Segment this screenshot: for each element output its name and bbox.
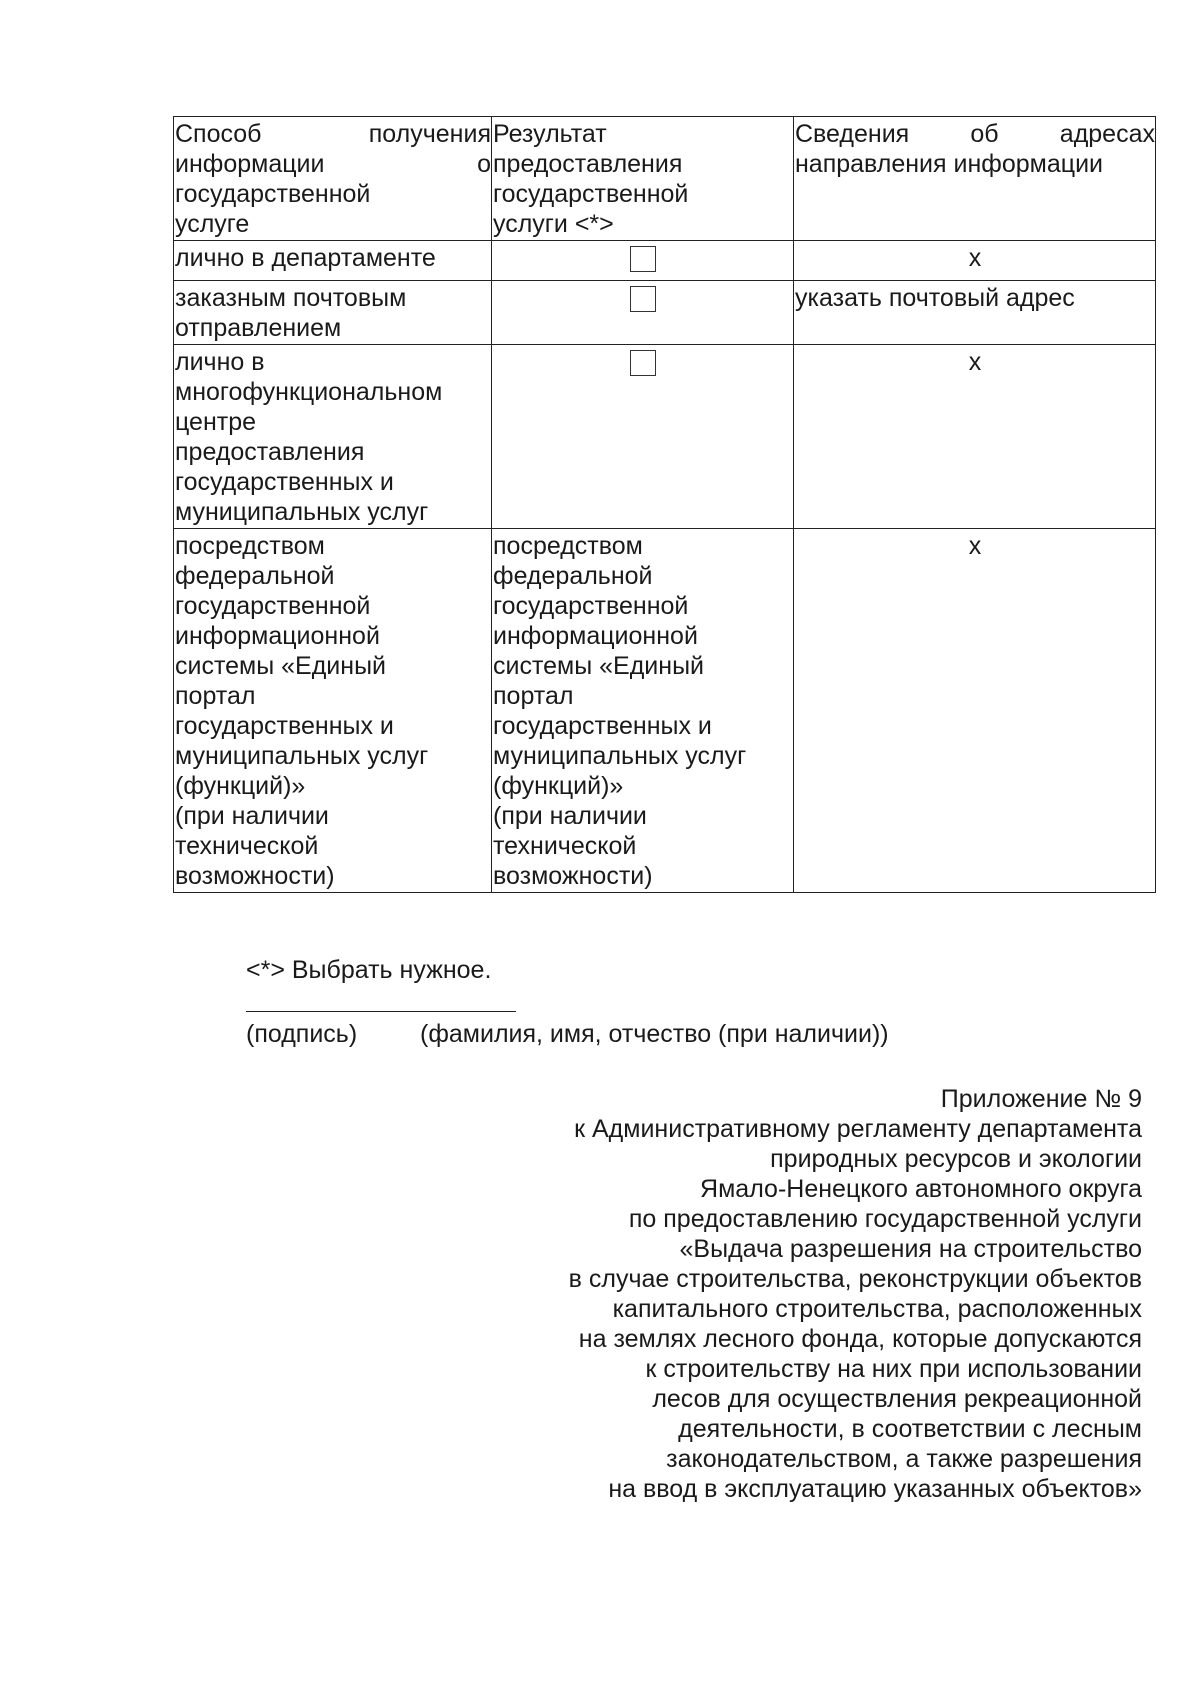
method-line: портал (175, 682, 256, 710)
appendix-line: Приложение № 9 (940, 1085, 1142, 1113)
header-line: предоставления (493, 150, 683, 178)
result-checkbox[interactable] (630, 350, 656, 376)
result-line: портал (493, 682, 574, 710)
appendix-line: деятельности, в соответствии с лесным (678, 1415, 1142, 1443)
method-line: лично в (175, 348, 265, 376)
table-row (174, 281, 1156, 345)
table-header-row (174, 117, 1156, 241)
method-line: заказным почтовым (175, 284, 407, 312)
table-row (174, 241, 1156, 281)
result-line: посредством (493, 532, 643, 560)
method-line: отправлением (175, 314, 342, 342)
header-result (492, 117, 794, 241)
method-line: государственных и (175, 712, 394, 740)
header-line: услуги <*> (493, 210, 614, 238)
method-line: системы «Единый (175, 652, 387, 680)
header-line: государственной (493, 180, 689, 208)
address-cell: x (794, 529, 1156, 893)
result-cell (492, 529, 794, 893)
appendix-line: по предоставлению государственной услуги (628, 1205, 1142, 1233)
method-cell (174, 345, 492, 529)
result-checkbox[interactable] (630, 286, 656, 312)
table-row (174, 345, 1156, 529)
address-cell: указать почтовый адрес (794, 281, 1156, 345)
method-line: технической (175, 832, 319, 860)
result-line: информационной (493, 622, 698, 650)
appendix-line: природных ресурсов и экологии (770, 1145, 1142, 1173)
method-cell (174, 241, 492, 281)
header-line: государственной (175, 180, 371, 208)
appendix-line: капитального строительства, расположенных (612, 1295, 1142, 1323)
method-line: муниципальных услуг (175, 498, 429, 526)
result-line: (при наличии (493, 802, 647, 830)
method-cell (174, 529, 492, 893)
method-line: (функций)» (175, 772, 306, 800)
header-line: информации о (175, 150, 491, 178)
header-address (794, 117, 1156, 241)
header-line: услуге (175, 210, 250, 238)
method-cell (174, 281, 492, 345)
appendix-line: Ямало-Ненецкого автономного округа (700, 1175, 1142, 1203)
method-line: лично в департаменте (175, 244, 436, 272)
appendix-line: на землях лесного фонда, которые допускаются (578, 1325, 1142, 1353)
result-line: государственных и (493, 712, 712, 740)
result-line: возможности) (493, 862, 653, 890)
header-line: направления информации (795, 150, 1103, 178)
result-line: федеральной (493, 562, 653, 590)
signature-line (246, 1011, 516, 1012)
result-cell (492, 241, 794, 281)
appendix-line: на ввод в эксплуатацию указанных объектов» (608, 1475, 1142, 1503)
method-line: (при наличии (175, 802, 329, 830)
address-cell: x (794, 345, 1156, 529)
result-line: муниципальных услуг (493, 742, 747, 770)
header-method (174, 117, 492, 241)
method-line: государственных и (175, 468, 394, 496)
appendix-line: к строительству на них при использовании (645, 1355, 1142, 1383)
appendix-heading (442, 1084, 1142, 1504)
service-delivery-table (173, 116, 1156, 893)
footnote: <*> Выбрать нужное. (246, 956, 492, 984)
appendix-line: в случае строительства, реконструкции объектов (568, 1265, 1142, 1293)
method-line: посредством (175, 532, 325, 560)
table-row (174, 529, 1156, 893)
result-checkbox[interactable] (630, 246, 656, 272)
result-line: государственной (493, 592, 689, 620)
method-line: центре (175, 408, 257, 436)
result-cell (492, 281, 794, 345)
header-line: Результат (493, 120, 607, 148)
signature-label: (подпись) (246, 1020, 358, 1048)
method-line: предоставления (175, 438, 365, 466)
method-line: муниципальных услуг (175, 742, 429, 770)
address-cell: x (794, 241, 1156, 281)
header-line: Способ получения (175, 120, 491, 148)
method-line: государственной (175, 592, 371, 620)
appendix-line: законодательством, а также разрешения (666, 1445, 1142, 1473)
method-line: информационной (175, 622, 380, 650)
full-name-label: (фамилия, имя, отчество (при наличии)) (420, 1020, 889, 1048)
result-line: (функций)» (493, 772, 624, 800)
header-line: Сведения об адресах (795, 120, 1155, 148)
appendix-line: к Административному регламенту департамента (574, 1115, 1142, 1143)
method-line: возможности) (175, 862, 335, 890)
result-line: технической (493, 832, 637, 860)
method-line: многофункциональном (175, 378, 443, 406)
result-cell (492, 345, 794, 529)
appendix-line: «Выдача разрешения на строительство (679, 1235, 1142, 1263)
result-line: системы «Единый (493, 652, 705, 680)
method-line: федеральной (175, 562, 335, 590)
appendix-line: лесов для осуществления рекреационной (652, 1385, 1142, 1413)
